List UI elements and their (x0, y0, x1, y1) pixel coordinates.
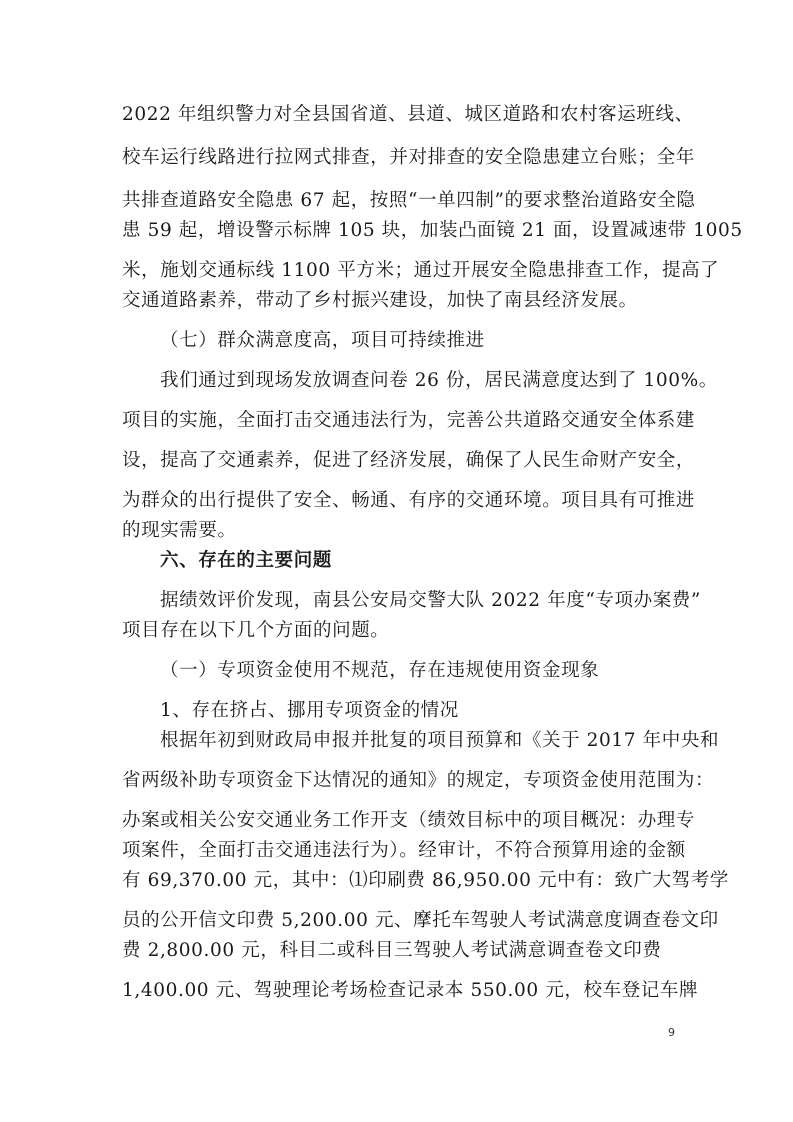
paragraph-line: 省两级补助专项资金下达情况的通知》的规定，专项资金使用范围为： (122, 770, 715, 791)
paragraph-line: 项目的实施，全面打击交通违法行为，完善公共道路交通安全体系建 (122, 410, 696, 431)
paragraph-line: 交通道路素养，带动了乡村振兴建设，加快了南县经济发展。 (122, 290, 638, 311)
paragraph-line: 费 2,800.00 元，科目二或科目三驾驶人考试满意调查卷文印费 (122, 940, 662, 961)
paragraph-line: 1,400.00 元、驾驶理论考场检查记录本 550.00 元，校车登记车牌 (122, 980, 699, 1001)
paragraph-line: 校车运行线路进行拉网式排查，并对排查的安全隐患建立台账；全年 (122, 147, 696, 168)
paragraph-line: 米，施划交通标线 1100 平方米；通过开展安全隐患排查工作，提高了 (122, 260, 720, 281)
paragraph-line: 共排查道路安全隐患 67 起，按照“一单四制”的要求整治道路安全隐 (122, 190, 696, 211)
subsection-heading: 1、存在挤占、挪用专项资金的情况 (160, 700, 459, 721)
paragraph-line: 2022 年组织警力对全县国省道、县道、城区道路和农村客运班线、 (122, 104, 694, 125)
paragraph-line: 据绩效评价发现，南县公安局交警大队 2022 年度“专项办案费” (160, 590, 701, 611)
paragraph-line: 有 69,370.00 元，其中：⑴印刷费 86,950.00 元中有：致广大驾考学 (122, 870, 730, 891)
paragraph-line: 设，提高了交通素养，促进了经济发展，确保了人民生命财产安全， (122, 450, 696, 471)
paragraph-line: 员的公开信文印费 5,200.00 元、摩托车驾驶人考试满意度调查卷文印 (122, 910, 719, 931)
paragraph-line: 办案或相关公安交通业务工作开支（绩效目标中的项目概况：办理专 (122, 810, 696, 831)
page-number: 9 (668, 1026, 675, 1039)
paragraph-line: 的现实需要。 (122, 520, 237, 541)
paragraph-line: 我们通过到现场发放调查问卷 26 份，居民满意度达到了 100%。 (160, 370, 718, 391)
paragraph-line: 项目存在以下几个方面的问题。 (122, 620, 390, 641)
paragraph-line: 患 59 起，增设警示标牌 105 块，加装凸面镜 21 面，设置减速带 1005 (122, 220, 743, 241)
paragraph-line: 项案件，全面打击交通违法行为）。经审计，不符合预算用途的金额 (122, 840, 686, 861)
chapter-heading: 六、存在的主要问题 (160, 550, 332, 571)
section-heading: （一）专项资金使用不规范，存在违规使用资金现象 (160, 660, 600, 681)
section-heading: （七）群众满意度高，项目可持续推进 (160, 330, 485, 351)
paragraph-line: 根据年初到财政局申报并批复的项目预算和《关于 2017 年中央和 (160, 730, 720, 751)
paragraph-line: 为群众的出行提供了安全、畅通、有序的交通环境。项目具有可推进 (122, 490, 696, 511)
